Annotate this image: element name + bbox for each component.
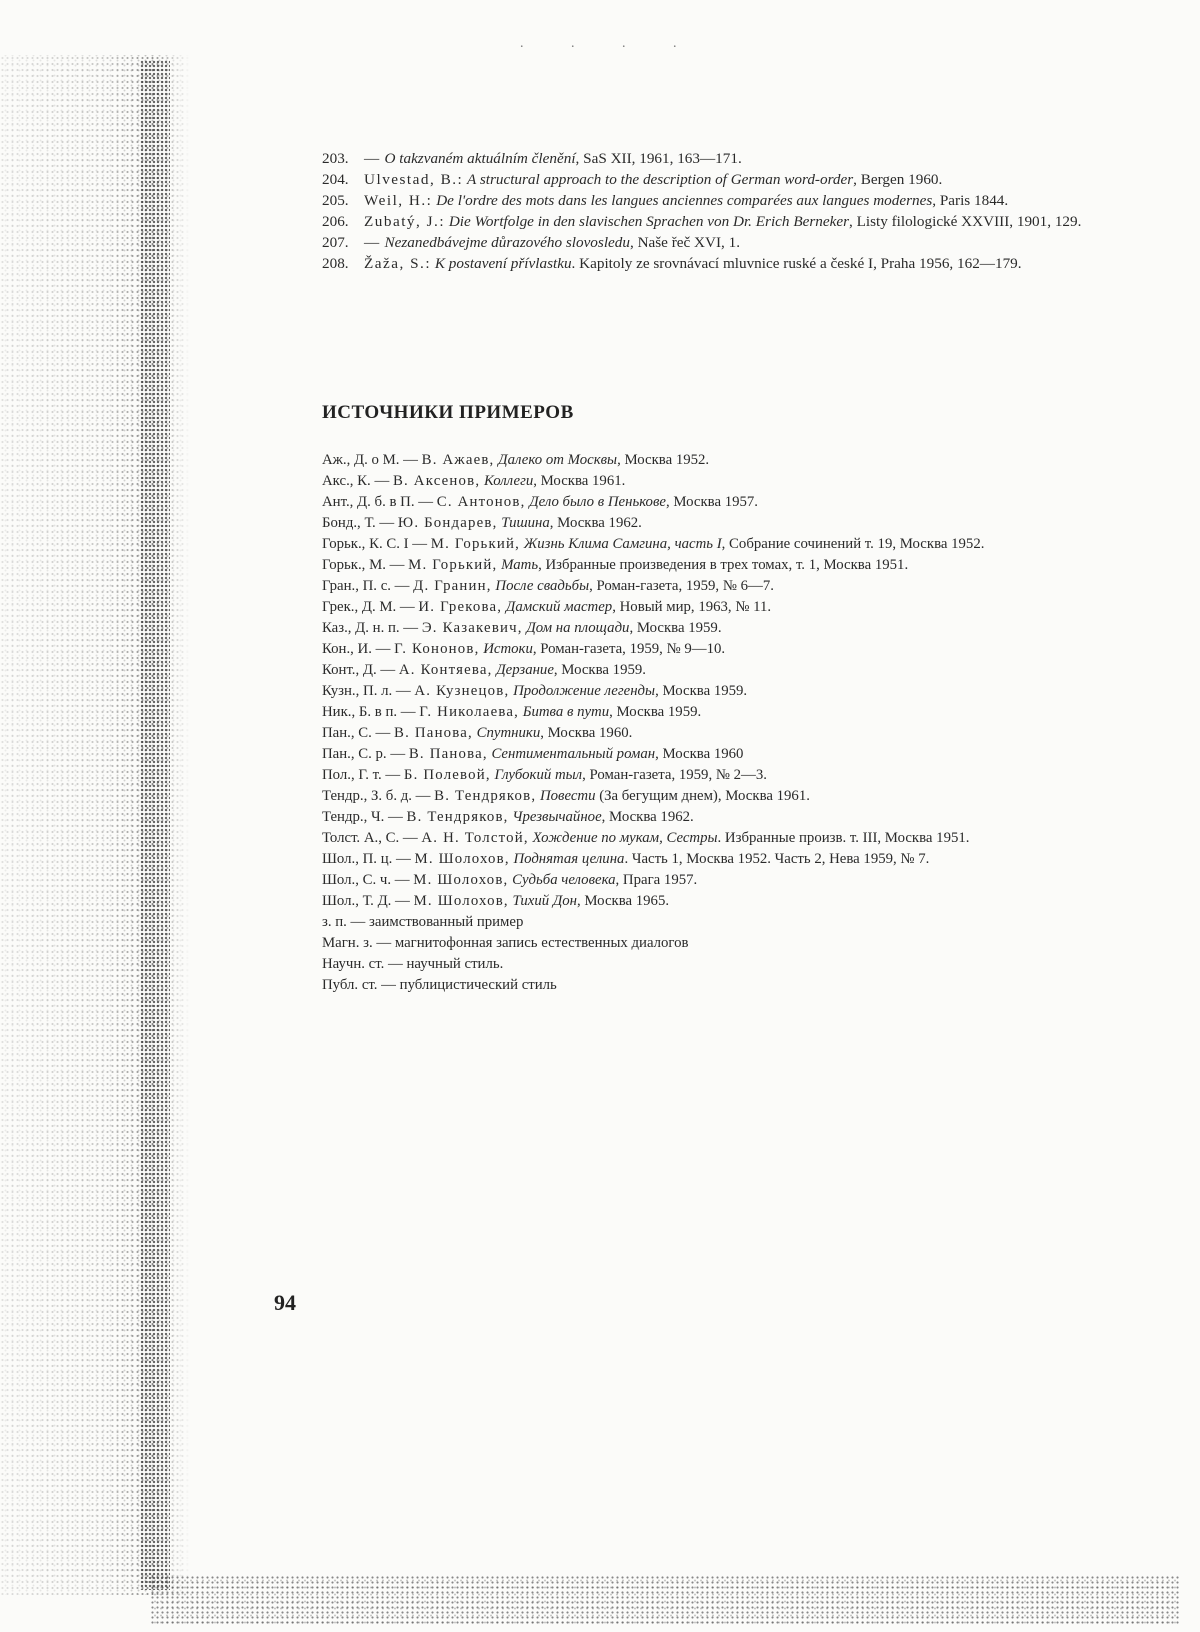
source-details: , Москва 1962. (601, 809, 694, 825)
source-details: , Роман-газета, 1959, № 2—3. (582, 767, 767, 783)
source-item (322, 576, 1102, 597)
source-abbreviation: Кон., И. — (322, 641, 395, 657)
reference-title: De l'ordre des mots dans les langues anciennes comparées aux langues modernes (436, 192, 933, 209)
source-title: Сентиментальный роман (491, 746, 656, 762)
source-abbreviation: з. п. — заимствованный пример (322, 914, 524, 930)
source-abbreviation: Научн. ст. — научный стиль. (322, 956, 504, 972)
reference-number: 208. (322, 255, 349, 272)
source-abbreviation: Тендр., Ч. — (322, 809, 407, 825)
source-title: Истоки (483, 641, 533, 657)
source-details: , Москва 1959. (609, 704, 702, 720)
source-details: , Москва 1960. (540, 725, 633, 741)
source-title: Глубокий тыл (494, 767, 583, 783)
source-author: М. Горький, (430, 536, 521, 552)
source-abbreviation: Аж., Д. о М. — (322, 452, 422, 468)
reference-item (322, 232, 1102, 253)
source-title: Мать (501, 557, 539, 573)
source-item (322, 765, 1102, 786)
source-author: М. Шолохов, (414, 851, 510, 867)
source-item (322, 639, 1102, 660)
reference-item (322, 211, 1102, 232)
source-author: А. Н. Толстой, (421, 830, 529, 846)
source-title: Хождение по мукам, Сестры (532, 830, 718, 846)
reference-title: Nezanedbávejme důrazového slovosledu (384, 234, 630, 251)
source-item (322, 555, 1102, 576)
source-abbreviation: Ант., Д. б. в П. — (322, 494, 437, 510)
source-title: Чрезвычайное (512, 809, 602, 825)
source-item (322, 618, 1102, 639)
reference-number: 206. (322, 213, 349, 230)
section-heading: ИСТОЧНИКИ ПРИМЕРОВ (322, 402, 574, 423)
reference-number: 203. (322, 150, 349, 167)
source-abbreviation: Бонд., Т. — (322, 515, 398, 531)
reference-details: , Listy filologické XXVIII, 1901, 129. (848, 213, 1082, 230)
reference-number: 204. (322, 171, 349, 188)
source-author: В. Аксенов, (392, 473, 481, 489)
source-title: Поднятая целина (513, 851, 625, 867)
source-abbreviation: Шол., Т. Д. — (322, 893, 414, 909)
source-details: . Часть 1, Москва 1952. Часть 2, Нева 1959, № 7. (624, 851, 930, 867)
source-author: Г. Николаева, (419, 704, 520, 720)
source-abbreviation: Пан., С. р. — (322, 746, 409, 762)
source-abbreviation: Горьк., М. — (322, 557, 409, 573)
source-title: После свадьбы (495, 578, 590, 594)
source-details: , Избранные произведения в трех томах, т. 1, Москва 1951. (538, 557, 909, 573)
source-details: (За бегущим днем), Москва 1961. (595, 788, 810, 804)
source-title: Судьба человека (512, 872, 616, 888)
source-author: В. Тендряков, (434, 788, 537, 804)
reference-title: Die Wortfolge in den slavischen Sprachen von Dr. Erich Berneker (448, 213, 849, 230)
reference-author: Zubatý, J.: (364, 213, 446, 230)
source-details: , Москва 1952. (617, 452, 710, 468)
scan-noise-spine (140, 60, 170, 1590)
reference-author: Žaža, S.: (364, 255, 432, 272)
source-details: , Роман-газета, 1959, № 6—7. (589, 578, 774, 594)
source-abbreviation: Тендр., З. б. д. — (322, 788, 435, 804)
source-author: С. Антонов, (436, 494, 526, 510)
reference-item (322, 190, 1102, 211)
source-abbreviation: Магн. з. — магнитофонная запись естественных диалогов (322, 935, 689, 951)
source-author: М. Шолохов, (413, 872, 509, 888)
source-details: , Москва 1961. (533, 473, 626, 489)
source-item (322, 786, 1102, 807)
source-title: Дамский мастер (505, 599, 613, 615)
source-abbreviation: Пол., Г. т. — (322, 767, 404, 783)
source-details: , Москва 1957. (665, 494, 758, 510)
source-item (322, 849, 1102, 870)
source-details: , Москва 1959. (655, 683, 748, 699)
source-item (322, 471, 1102, 492)
source-title: Тишина (501, 515, 550, 531)
source-item (322, 954, 1102, 975)
source-item (322, 660, 1102, 681)
source-item (322, 828, 1102, 849)
reference-number: 205. (322, 192, 349, 209)
source-abbreviation: Горьк., К. С. I — (322, 536, 431, 552)
source-author: И. Грекова, (418, 599, 503, 615)
source-abbreviation: Шол., С. ч. — (322, 872, 414, 888)
source-abbreviation: Ник., Б. в п. — (322, 704, 420, 720)
reference-title: K postavení přívlastku (434, 255, 572, 272)
top-marks: . . . . (520, 36, 699, 51)
source-item (322, 681, 1102, 702)
page-number: 94 (274, 1290, 296, 1315)
reference-details: , Bergen 1960. (853, 171, 943, 188)
reference-author: — (364, 150, 381, 167)
source-author: Э. Казакевич, (421, 620, 523, 636)
source-author: Ю. Бондарев, (397, 515, 498, 531)
source-title: Повести (539, 788, 596, 804)
source-abbreviation: Акс., К. — (322, 473, 393, 489)
source-details: , Москва 1960 (655, 746, 744, 762)
source-item (322, 933, 1102, 954)
source-item (322, 534, 1102, 555)
source-abbreviation: Грек., Д. М. — (322, 599, 419, 615)
source-abbreviation: Конт., Д. — (322, 662, 399, 678)
source-details: . Избранные произв. т. III, Москва 1951. (717, 830, 970, 846)
source-author: В. Панова, (408, 746, 488, 762)
source-abbreviation: Публ. ст. — публицистический стиль (322, 977, 557, 993)
source-details: , Новый мир, 1963, № 11. (612, 599, 772, 615)
source-item (322, 807, 1102, 828)
source-title: Тихий Дон (512, 893, 577, 909)
source-author: Г. Кононов, (394, 641, 480, 657)
source-title: Дело было в Пенькове (529, 494, 666, 510)
source-details: , Прага 1957. (615, 872, 698, 888)
reference-title: A structural approach to the description of German word-order (467, 171, 854, 188)
bibliography-list (322, 148, 1102, 274)
source-details: , Москва 1965. (576, 893, 670, 909)
source-author: Б. Полевой, (403, 767, 491, 783)
reference-author: Ulvestad, B.: (364, 171, 464, 188)
source-title: Далеко от Москвы (498, 452, 618, 468)
source-title: Коллеги (483, 473, 534, 489)
source-author: М. Шолохов, (413, 893, 509, 909)
source-item (322, 975, 1102, 996)
source-author: В. Ажаев, (421, 452, 495, 468)
source-item (322, 912, 1102, 933)
reference-author: — (364, 234, 381, 251)
source-item (322, 450, 1102, 471)
reference-title: O takzvaném aktuálním členění (384, 150, 576, 167)
reference-item (322, 253, 1102, 274)
source-author: В. Панова, (394, 725, 473, 741)
scan-noise-bottom (150, 1575, 1180, 1625)
reference-details: . Kapitoly ze srovnávací mluvnice ruské a české I, Praha 1956, 162—179. (571, 255, 1022, 272)
source-details: , Москва 1962. (549, 515, 642, 531)
source-abbreviation: Кузн., П. л. — (322, 683, 415, 699)
source-title: Продолжение легенды (513, 683, 656, 699)
source-item (322, 723, 1102, 744)
reference-item (322, 148, 1102, 169)
source-title: Дом на площади (526, 620, 630, 636)
source-abbreviation: Гран., П. с. — (322, 578, 414, 594)
source-author: М. Горький, (408, 557, 498, 573)
reference-item (322, 169, 1102, 190)
source-title: Спутники (476, 725, 541, 741)
source-abbreviation: Толст. А., С. — (322, 830, 422, 846)
reference-details: , Naše řeč XVI, 1. (629, 234, 741, 251)
source-item (322, 891, 1102, 912)
source-author: Д. Гранин, (413, 578, 492, 594)
source-author: А. Кузнецов, (414, 683, 510, 699)
source-details: , Москва 1959. (553, 662, 646, 678)
source-item (322, 492, 1102, 513)
source-item (322, 597, 1102, 618)
reference-details: , SaS XII, 1961, 163—171. (575, 150, 742, 167)
source-title: Битва в пути (522, 704, 610, 720)
source-abbreviation: Пан., С. — (322, 725, 395, 741)
source-item (322, 870, 1102, 891)
source-abbreviation: Шол., П. ц. — (322, 851, 415, 867)
source-author: В. Тендряков, (406, 809, 509, 825)
reference-details: , Paris 1844. (932, 192, 1009, 209)
reference-author: Weil, H.: (364, 192, 433, 209)
source-item (322, 513, 1102, 534)
source-abbreviation: Каз., Д. н. п. — (322, 620, 422, 636)
source-title: Жизнь Клима Самгина, часть I (523, 536, 722, 552)
sources-list (322, 450, 1102, 996)
source-item (322, 702, 1102, 723)
source-author: А. Контяева, (398, 662, 493, 678)
reference-number: 207. (322, 234, 349, 251)
source-details: , Собрание сочинений т. 19, Москва 1952. (721, 536, 985, 552)
source-item (322, 744, 1102, 765)
source-details: , Роман-газета, 1959, № 9—10. (532, 641, 726, 657)
source-details: , Москва 1959. (629, 620, 722, 636)
source-title: Дерзание (496, 662, 554, 678)
